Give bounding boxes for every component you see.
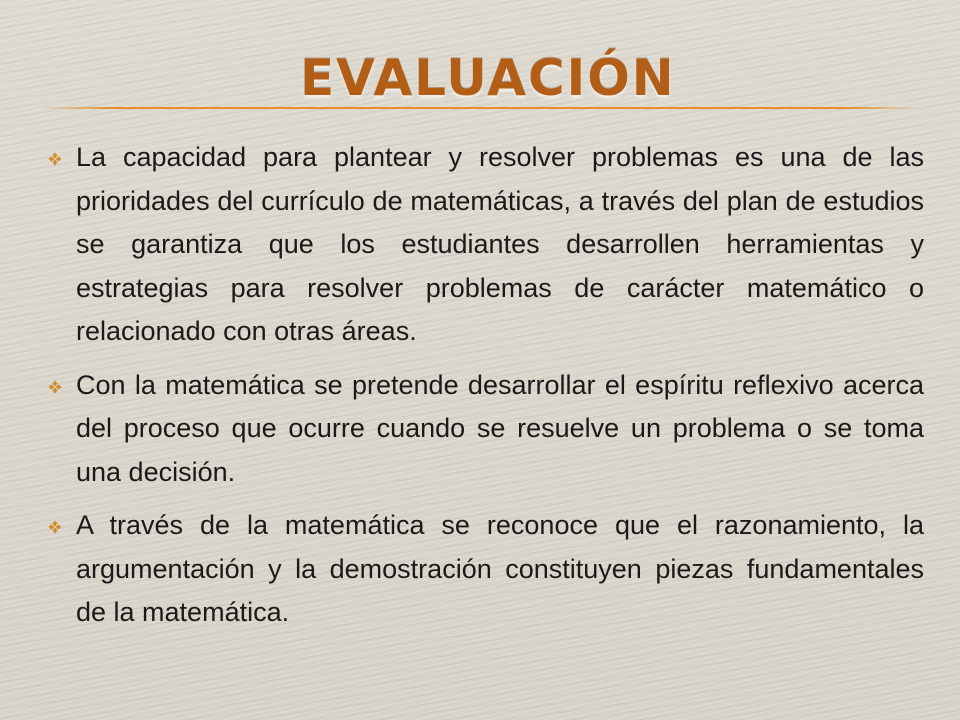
- bullet-text: A través de la matemática se reconoce que el razonamiento, la argumentación y la demostración constituyen piezas fundamentales de la matemática.: [76, 510, 924, 627]
- bullet-text: Con la matemática se pretende desarrollar el espíritu reflexivo acerca del proceso que ocurre cuando se resuelve un problema o se toma una decisión.: [76, 369, 924, 487]
- bullet-item: [48, 364, 924, 495]
- four-diamond-icon: [48, 152, 62, 166]
- bullet-item: [48, 136, 924, 354]
- four-diamond-icon: [48, 380, 62, 394]
- bullet-item: [48, 504, 924, 635]
- title-underline: [40, 107, 920, 109]
- bullet-list: [48, 136, 924, 645]
- bullet-text: La capacidad para plantear y resolver problemas es una de las prioridades del currículo de matemáticas, a través del plan de estudios se garantiza que los estudiantes desarrollen herramientas y estrategias para resolver problemas de carácter matemático o relacionado con otras áreas.: [76, 142, 924, 346]
- four-diamond-icon: [48, 520, 62, 534]
- slide-title: EVALUACIÓN: [300, 49, 676, 107]
